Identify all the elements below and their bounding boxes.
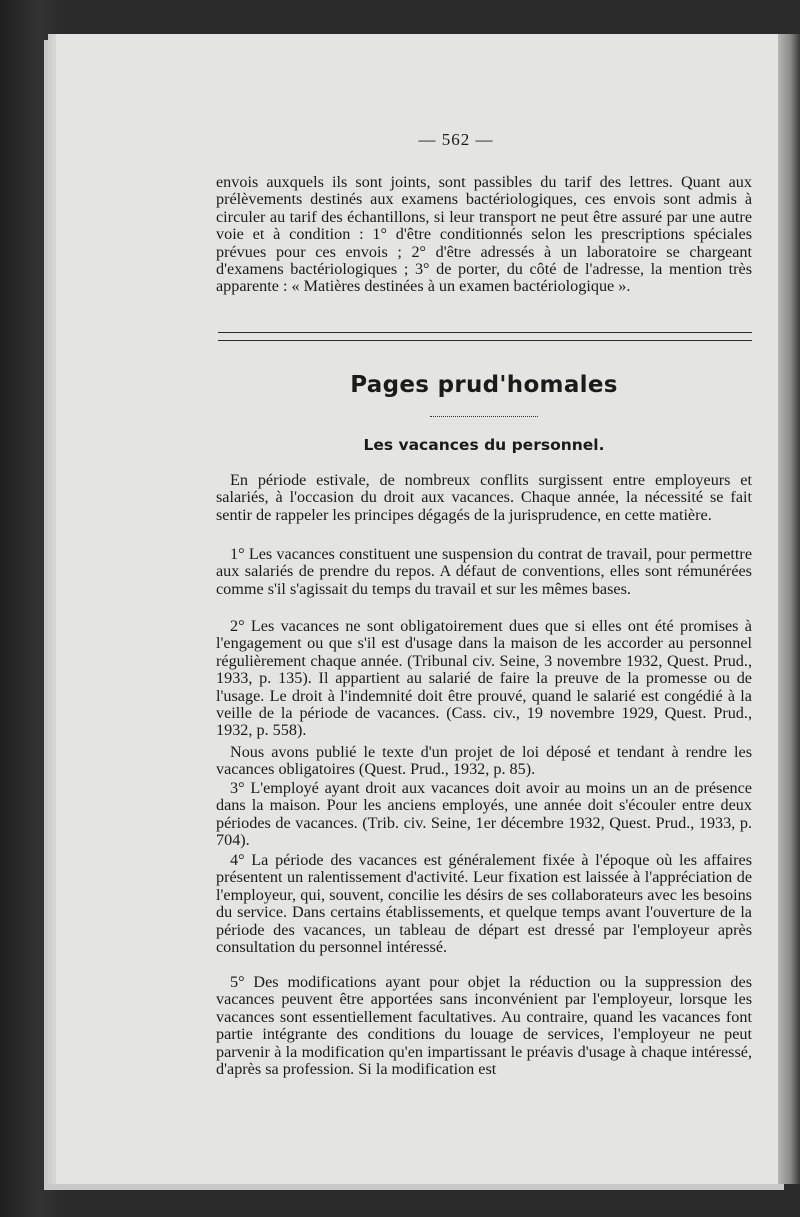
divider-rule-top [218, 332, 752, 333]
page-number: — 562 — [418, 130, 494, 149]
article-title: Les vacances du personnel. [363, 436, 605, 454]
paragraph-intro: En période estivale, de nombreux conflits surgissent entre employeurs et salariés, à l'occasion du droit aux vacances. Chaque année, la nécessité se fait sentir de rappeler les principes dégagés de la jurisprudence, en cette matière. [216, 471, 752, 524]
paragraph-point-4: 4° La période des vacances est généralement fixée à l'époque où les affaires présentent un ralentissement d'activité. Leur fixation est laissée à l'appréciation de l'employeur, qui, souvent, concilie les désirs de ses collaborateurs avec les besoins du service. Dans certains établissements, et quelque temps avant l'ouverture de la période des vacances, un tableau de départ est dressé par l'employeur après consultation du personnel intéressé. [216, 851, 752, 957]
intro-paragraph: envois auxquels ils sont joints, sont passibles du tarif des lettres. Quant aux prélèvements destinés aux examens bactériologiques, ces envois sont admis à circuler au tarif des échantillons, si leur transport ne peut être assuré par une autre voie et à condition : 1° d'être conditionnés selon les prescriptions spéciales prévues pour ces envois ; 2° d'être adressés à un laboratoire se chargeant d'examens bactériologiques ; 3° de porter, du côté de l'adresse, la mention très apparente : « Matières destinées à un examen bactériologique ». [216, 173, 752, 296]
book-page [56, 34, 778, 1184]
page-right-edge [776, 34, 800, 1184]
paragraph-point-1: 1° Les vacances constituent une suspension du contrat de travail, pour permettre aux salariés de prendre du repos. A défaut de conventions, elles sont rémunérées comme s'il s'agissait du temps du travail et sur les mêmes bases. [216, 545, 752, 598]
paragraph-point-5: 5° Des modifications ayant pour objet la réduction ou la suppression des vacances peuvent être apportées sans inconvénient par l'employeur, lorsque les vacances sont essentiellement facultatives. Au contraire, quand les vacances font partie intégrante des conditions du louage de services, l'employeur ne peut parvenir à la modification qu'en impartissant le préavis d'usage à chaque intéressé, d'après sa profession. Si la modification est [216, 973, 752, 1079]
paragraph-note: Nous avons publié le texte d'un projet de loi déposé et tendant à rendre les vacances obligatoires (Quest. Prud., 1932, p. 85). [216, 743, 752, 779]
paragraph-point-2: 2° Les vacances ne sont obligatoirement dues que si elles ont été promises à l'engagement ou que s'il est d'usage dans la maison de les accorder au personnel régulièrement chaque année. (Tribunal civ. Seine, 3 novembre 1932, Quest. Prud., 1933, p. 135). Il appartient au salarié de faire la preuve de la promesse ou de l'usage. Le droit à l'indemnité doit être prouvé, quand le salarié est congédié à la veille de la période de vacances. (Cass. civ., 19 novembre 1929, Quest. Prud., 1932, p. 558). [216, 617, 752, 740]
title-dotted-underline [430, 416, 538, 417]
paragraph-point-3: 3° L'employé ayant droit aux vacances doit avoir au moins un an de présence dans la maison. Pour les anciens employés, une année doit s'écouler entre deux périodes de vacances. (Trib. civ. Seine, 1er décembre 1932, Quest. Prud., 1933, p. 704). [216, 779, 752, 850]
divider-rule-bottom [218, 340, 752, 341]
section-title: Pages prud'homales [350, 372, 618, 398]
